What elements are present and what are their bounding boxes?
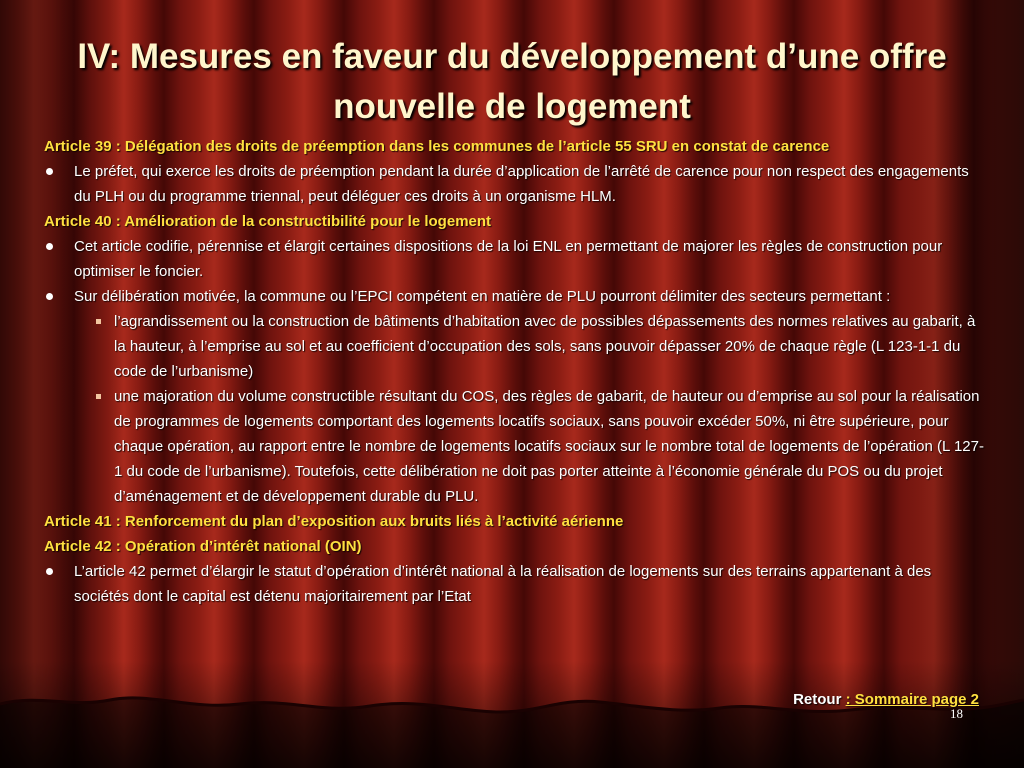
bullet-dot-icon xyxy=(46,168,53,175)
bullet-dot-icon xyxy=(46,243,53,250)
sub-bullet-item xyxy=(44,309,984,384)
article-40-heading: Article 40 : Amélioration de la constructibilité pour le logement xyxy=(44,213,492,230)
sub-bullet-text: l’agrandissement ou la construction de bâtiments d’habitation avec de possibles dépassements des normes relatives au gabarit, à la hauteur, à l’emprise au sol et au coefficient d’occupation des sols, sans pouvoir dépasser 20% de chaque règle (L 123-1-1 du code de l’urbanisme) xyxy=(114,313,976,380)
bullet-item xyxy=(44,284,984,309)
article-42-heading: Article 42 : Opération d’intérêt national (OIN) xyxy=(44,538,362,555)
bullet-item xyxy=(44,559,984,609)
return-label: Retour xyxy=(793,691,842,708)
article-39-heading: Article 39 : Délégation des droits de préemption dans les communes de l’article 55 SRU en constat de carence xyxy=(44,138,830,155)
bullet-dot-icon xyxy=(46,568,53,575)
sub-bullet-item xyxy=(44,384,984,509)
slide-content xyxy=(44,134,984,609)
square-bullet-icon xyxy=(96,394,101,399)
bullet-item xyxy=(44,159,984,209)
article-41-heading: Article 41 : Renforcement du plan d’exposition aux bruits liés à l’activité aérienne xyxy=(44,513,624,530)
bullet-text: Sur délibération motivée, la commune ou l’EPCI compétent en matière de PLU pourront délimiter des secteurs permettant : xyxy=(74,288,891,305)
summary-link[interactable]: : Sommaire page 2 xyxy=(845,691,979,708)
page-number: 18 xyxy=(950,706,963,721)
sub-bullet-text: une majoration du volume constructible résultant du COS, des règles de gabarit, de hauteur ou d’emprise au sol pour la réalisation de programmes de logements comportant des logements locatifs sociaux, sans pouvoir excéder 50%, ni être supérieure, pour chaque opération, au rapport entre le nombre de logements locatifs sociaux sur le nombre total de logements de l’opération (L 127-1 du code de l’urbanisme). Toutefois, cette délibération ne doit pas porter atteinte à l’économie générale du POS ou du projet d’aménagement et de développement durable du PLU. xyxy=(114,388,984,505)
bullet-dot-icon xyxy=(46,293,53,300)
bullet-text: L’article 42 permet d’élargir le statut d’opération d’intérêt national à la réalisation de logements sur des terrains appartenant à des sociétés dont le capital est détenu majoritairement par l’Etat xyxy=(74,563,932,605)
slide-title: IV: Mesures en faveur du développement d’une offre nouvelle de logement xyxy=(77,37,947,126)
bullet-text: Cet article codifie, pérennise et élargit certaines dispositions de la loi ENL en permettant de majorer les règles de construction pour optimiser le foncier. xyxy=(74,238,943,280)
bullet-item xyxy=(44,234,984,284)
square-bullet-icon xyxy=(96,319,101,324)
bullet-text: Le préfet, qui exerce les droits de préemption pendant la durée d’application de l’arrêté de carence pour non respect des engagements du PLH ou du programme triennal, peut déléguer ces droits à un organisme HLM. xyxy=(74,163,969,205)
